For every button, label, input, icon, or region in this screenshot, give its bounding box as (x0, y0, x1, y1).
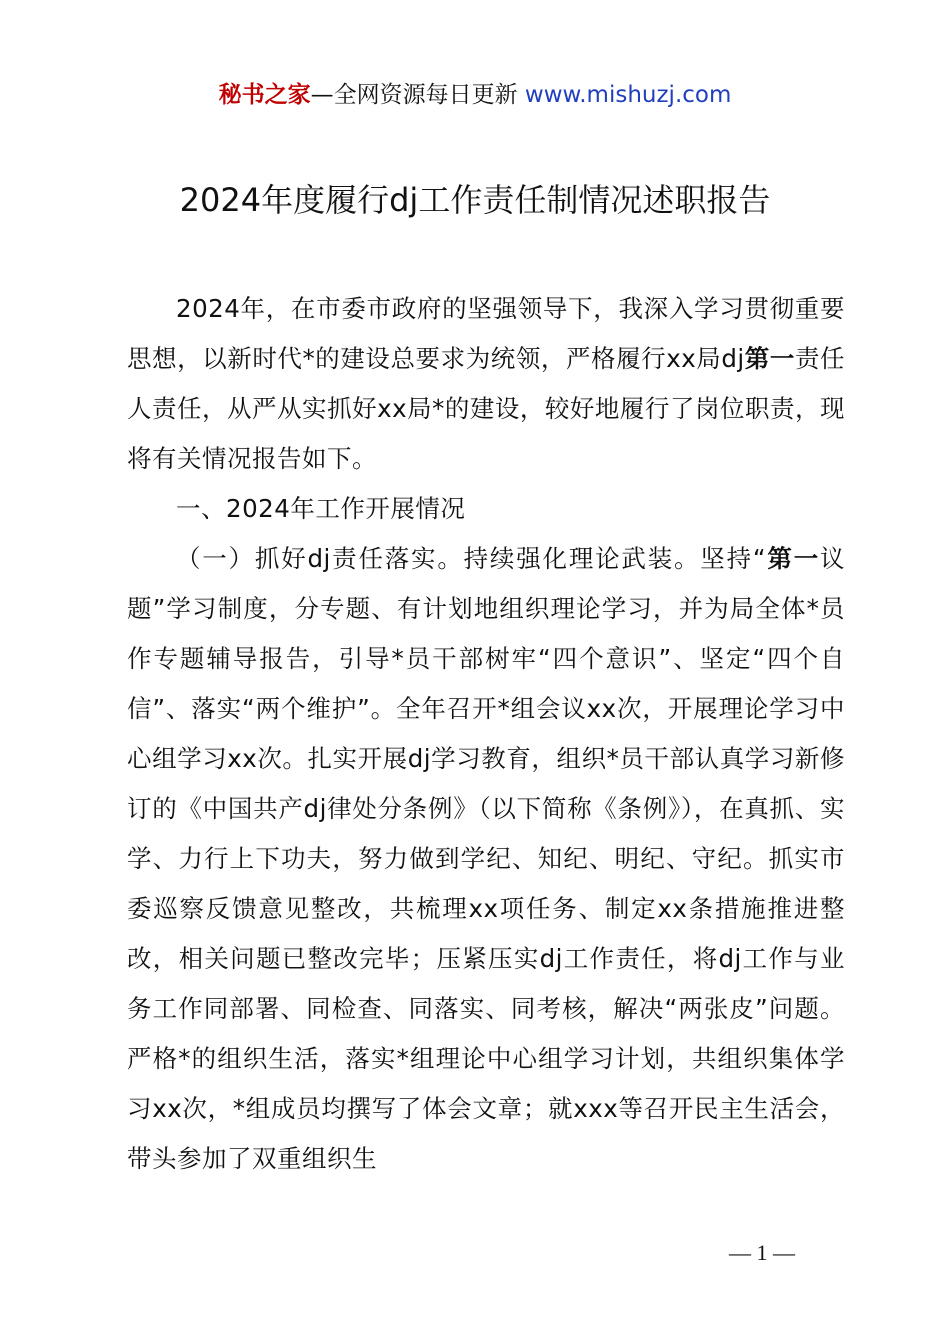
item-one-text-end: 议题”学习制度，分专题、有计划地组织理论学习，并为局全体*员作专题辅导报告，引导*员干部树牢“四个意识”、坚定“四个自信”、落实“两个维护”。全年召开*组会议xx次，开展理论学习中心组学习xx次。扎实开展dj学习教育，组织*员干部认真学习新修订的《中国共产dj律处分条例》（以下简称《条例》），在真抓、实学、力行上下功夫，努力做到学纪、知纪、明纪、守纪。抓实市委巡察反馈意见整改，共梳理xx项任务、制定xx条措施推进整改，相关问题已整改完毕；压紧压实dj工作责任，将dj工作与业务工作同部署、同检查、同落实、同考核，解决“两张皮”问题。严格*的组织生活，落实*组理论中心组学习计划，共组织集体学习xx次，*组成员均撰写了体会文章；就xxx等召开民主生活会，带头参加了双重组织生 (127, 544, 845, 1173)
item-one-bold-text: 第一 (766, 544, 820, 573)
intro-text-end: 责任人责任，从严从实抓好xx局*的建设，较好地履行了岗位职责，现将有关情况报告如下。 (127, 344, 846, 473)
site-header (0, 78, 950, 112)
site-url-link[interactable]: www.mishuzj.com (524, 82, 732, 108)
item-one-paragraph (127, 534, 845, 1184)
document-title: 2024年度履行dj工作责任制情况述职报告 (179, 181, 771, 219)
intro-paragraph (127, 284, 845, 484)
document-body (127, 284, 845, 1184)
brand-name: 秘书之家 (218, 82, 311, 108)
page-number: — 1 — (729, 1240, 795, 1265)
intro-text-start: 2024年，在市委市政府的坚强领导下，我深入学习贯彻重要思想，以新时代*的建设总要求为统领，严格履行xx局dj (127, 294, 845, 373)
section-heading: 一、2024年工作开展情况 (176, 494, 466, 523)
item-one-text-start: （一）抓好dj责任落实。持续强化理论武装。坚持“ (176, 544, 767, 573)
header-tagline: —全网资源每日更新 (310, 82, 525, 108)
intro-bold-text: 第一 (744, 344, 795, 373)
